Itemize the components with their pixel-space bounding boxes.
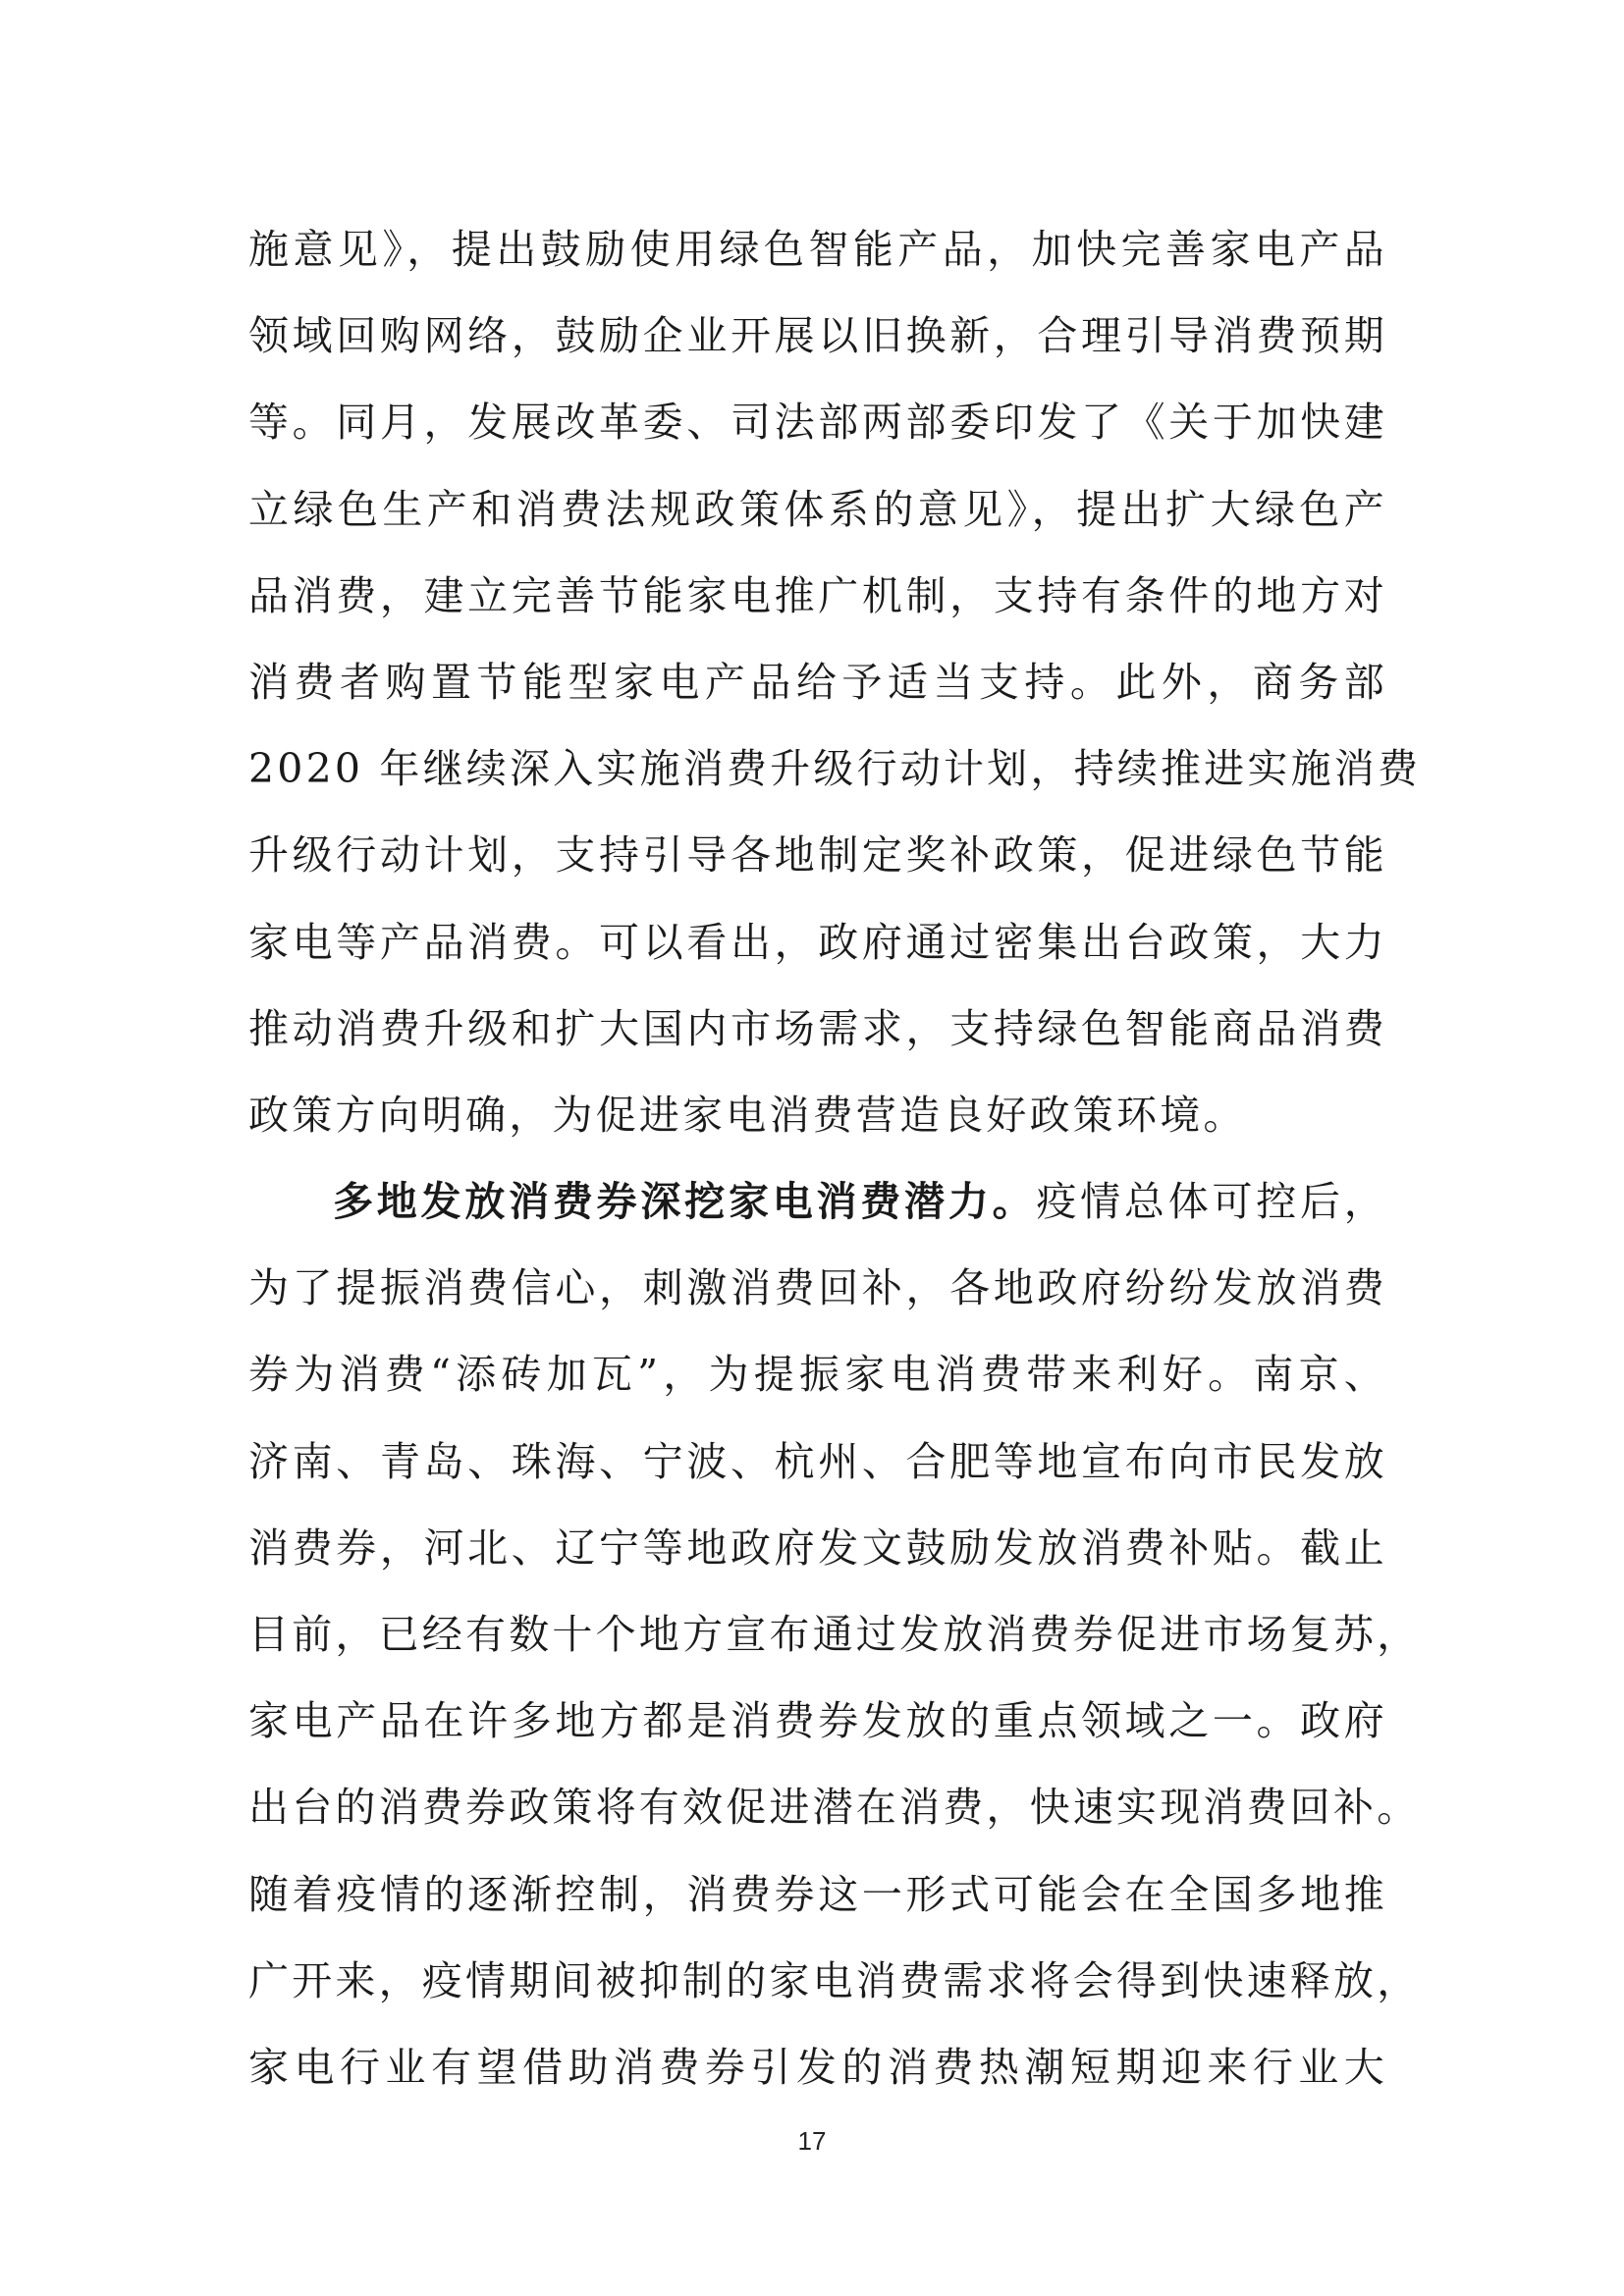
- paragraph-line: 推动消费升级和扩大国内市场需求，支持绿色智能商品消费: [248, 1004, 1387, 1052]
- paragraph-1: [248, 206, 1422, 1158]
- paragraph-line: 目前，已经有数十个地方宣布通过发放消费券促进市场复苏，: [248, 1611, 1421, 1658]
- paragraph-heading: 多地发放消费券深挖家电消费潜力。: [333, 1178, 1037, 1226]
- paragraph-line: 2020 年继续深入实施消费升级行动计划，持续推进实施消费: [248, 745, 1422, 793]
- paragraph-line: 家电行业有望借助消费券引发的消费热潮短期迎来行业大: [248, 2043, 1387, 2091]
- paragraph-2: [248, 1158, 1421, 2110]
- paragraph-line: 消费者购置节能型家电产品给予适当支持。此外，商务部: [248, 658, 1387, 706]
- paragraph-first-line-text: 疫情总体可控后，: [1036, 1178, 1387, 1226]
- paragraph-line: 家电等产品消费。可以看出，政府通过密集出台政策，大力: [248, 918, 1387, 966]
- paragraph-line: 家电产品在许多地方都是消费券发放的重点领域之一。政府: [248, 1697, 1387, 1745]
- paragraph-line: 施意见》，提出鼓励使用绿色智能产品，加快完善家电产品: [248, 226, 1387, 273]
- paragraph-line: 品消费，建立完善节能家电推广机制，支持有条件的地方对: [248, 571, 1387, 619]
- paragraph-line: 券为消费“添砖加瓦”，为提振家电消费带来利好。南京、: [248, 1351, 1387, 1399]
- paragraph-line: 等。同月，发展改革委、司法部两部委印发了《关于加快建: [248, 399, 1387, 447]
- paragraph-line: 济南、青岛、珠海、宁波、杭州、合肥等地宣布向市民发放: [248, 1437, 1387, 1485]
- body-text: [248, 206, 1422, 2110]
- paragraph-line: 广开来，疫情期间被抑制的家电消费需求将会得到快速释放，: [248, 1956, 1421, 2004]
- paragraph-line: 消费券，河北、辽宁等地政府发文鼓励发放消费补贴。截止: [248, 1523, 1387, 1572]
- paragraph-first-line: [248, 1158, 1387, 1245]
- paragraph-line: 出台的消费券政策将有效促进潜在消费，快速实现消费回补。: [248, 1784, 1421, 1832]
- page-number: 17: [797, 2126, 827, 2156]
- paragraph-line: 领域回购网络，鼓励企业开展以旧换新，合理引导消费预期: [248, 312, 1387, 360]
- paragraph-line: 为了提振消费信心，刺激消费回补，各地政府纷纷发放消费: [248, 1264, 1387, 1312]
- paragraph-line: 立绿色生产和消费法规政策体系的意见》，提出扩大绿色产: [248, 485, 1387, 533]
- paragraph-line: 升级行动计划，支持引导各地制定奖补政策，促进绿色节能: [248, 831, 1387, 880]
- paragraph-line: 随着疫情的逐渐控制，消费券这一形式可能会在全国多地推: [248, 1870, 1387, 1918]
- paragraph-line: 政策方向明确，为促进家电消费营造良好政策环境。: [248, 1091, 1247, 1139]
